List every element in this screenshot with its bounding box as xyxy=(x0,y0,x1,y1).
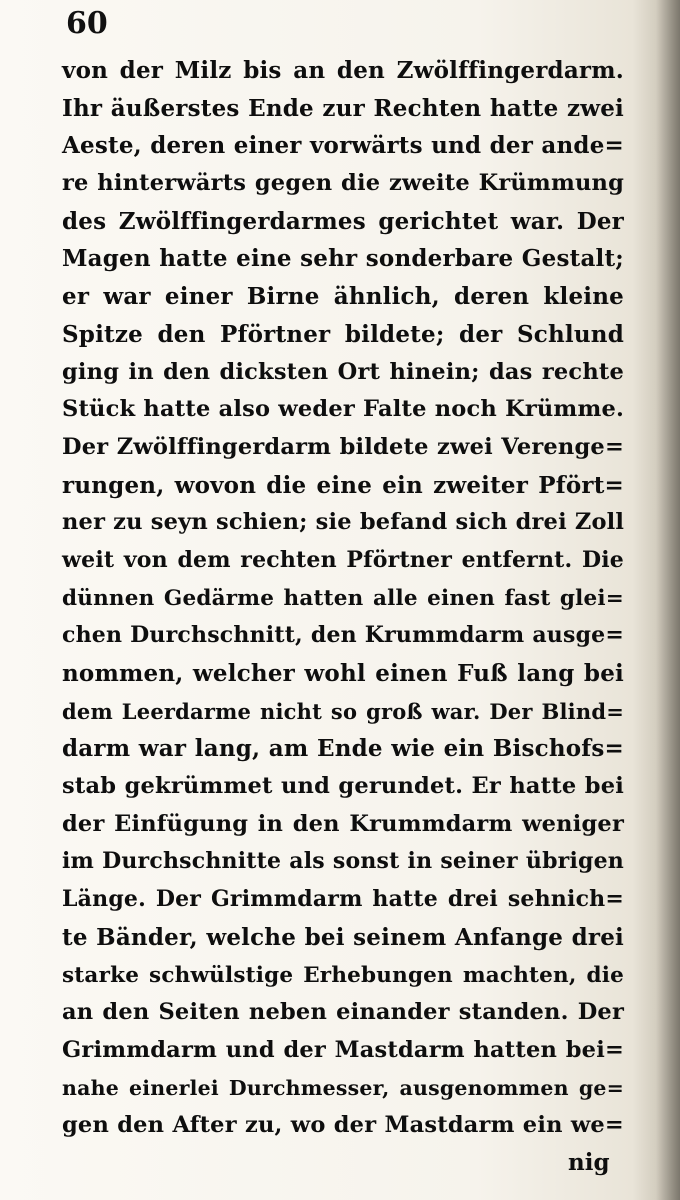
text-line: ner zu seyn schien; sie befand sich drei Zoll xyxy=(62,509,625,536)
text-line: re hinterwärts gegen die zweite Krümmung xyxy=(62,170,624,197)
text-line: im Durchschnitte als sonst in seiner übrigen xyxy=(62,848,624,875)
text-line: der Einfügung in den Krummdarm weniger xyxy=(62,810,624,837)
text-line: Länge. Der Grimmdarm hatte drei sehnich= xyxy=(62,886,624,913)
text-line: er war einer Birne ähnlich, deren kleine xyxy=(62,283,624,311)
text-line: von der Milz bis an den Zwölffingerdarm. xyxy=(62,57,624,84)
text-line: nahe einerlei Durchmesser, ausgenommen ge= xyxy=(62,1075,624,1100)
page-edge-shadow xyxy=(656,0,680,1200)
text-line: des Zwölffingerdarmes gerichtet war. Der xyxy=(62,207,624,235)
text-line: Magen hatte eine sehr sonderbare Gestalt; xyxy=(62,245,624,273)
text-line: Spitze den Pförtner bildete; der Schlund xyxy=(62,320,624,348)
text-line: weit von dem rechten Pförtner entfernt. Die xyxy=(62,546,624,573)
text-line: stab gekrümmet und gerundet. Er hatte bei xyxy=(62,773,624,800)
text-line: chen Durchschnitt, den Krummdarm ausge= xyxy=(62,622,624,649)
text-line: gen den After zu, wo der Mastdarm ein we= xyxy=(62,1112,624,1139)
text-line: dem Leerdarme nicht so groß war. Der Blind= xyxy=(62,698,624,724)
text-line: Grimmdarm und der Mastdarm hatten bei= xyxy=(62,1036,624,1063)
catchword: nig xyxy=(568,1149,610,1176)
text-line: Der Zwölffingerdarm bildete zwei Verenge= xyxy=(62,433,624,460)
text-line: dünnen Gedärme hatten alle einen fast glei= xyxy=(62,585,624,611)
body-text xyxy=(62,52,624,1145)
text-line: ging in den dicksten Ort hinein; das rechte xyxy=(62,358,624,385)
text-line: Stück hatte also weder Falte noch Krümme. xyxy=(62,396,624,423)
text-line: starke schwülstige Erhebungen machten, die xyxy=(62,962,624,988)
text-line: te Bänder, welche bei seinem Anfange drei xyxy=(62,923,624,951)
text-line: nommen, welcher wohl einen Fuß lang bei xyxy=(62,660,624,687)
text-line: rungen, wovon die eine ein zweiter Pfört= xyxy=(62,471,624,499)
text-line: Aeste, deren einer vorwärts und der ande= xyxy=(62,132,624,160)
page-number: 60 xyxy=(66,6,108,41)
text-line: darm war lang, am Ende wie ein Bischofs= xyxy=(62,735,624,763)
text-line: an den Seiten neben einander standen. Der xyxy=(62,999,624,1026)
text-line: Ihr äußerstes Ende zur Rechten hatte zwei xyxy=(62,94,624,122)
